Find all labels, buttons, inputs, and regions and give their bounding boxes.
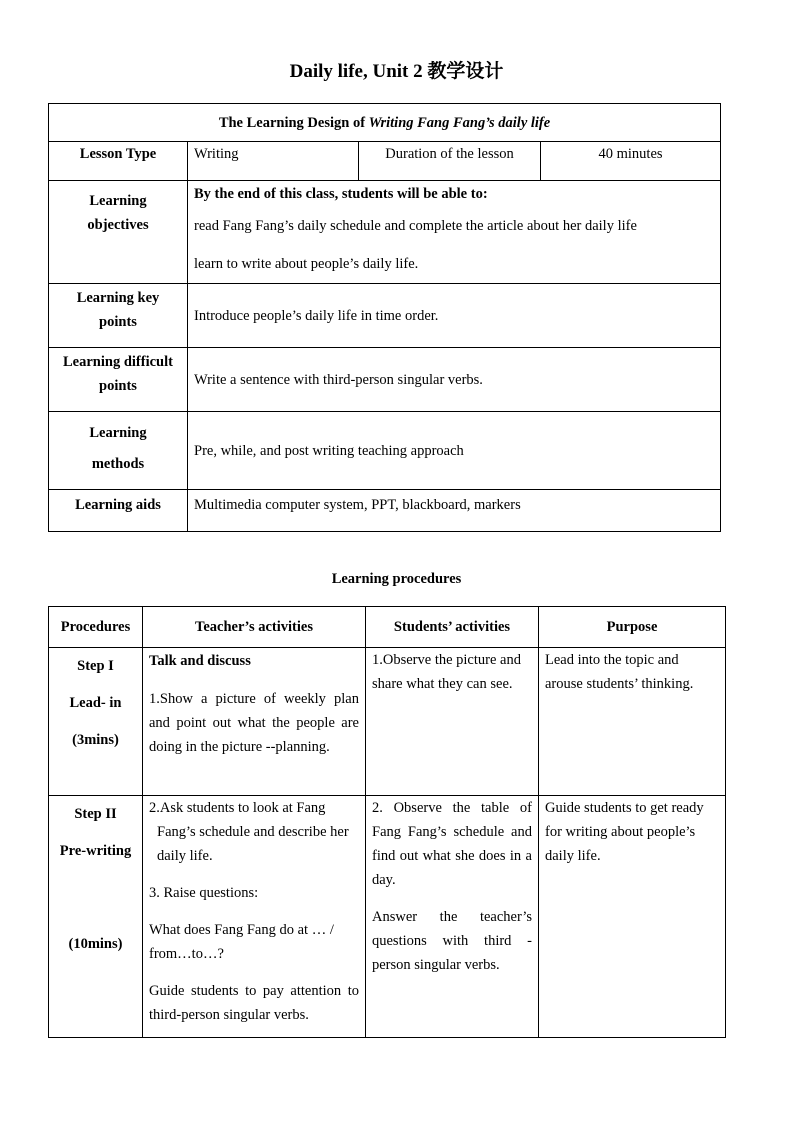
header-procedures: Procedures	[49, 607, 143, 648]
step1-cell	[49, 648, 143, 796]
step2-teacher-item3: What does Fang Fang do at … / from…to…?	[149, 922, 334, 962]
objective-item: learn to write about people’s daily life.	[194, 256, 419, 272]
step2-teacher-item4: Guide students to pay attention to third-person singular verbs.	[149, 983, 359, 1023]
step1-teacher-heading: Talk and discuss	[149, 653, 251, 669]
methods-label	[49, 412, 188, 490]
step1-purpose-text: Lead into the topic and arouse students’ thinking.	[545, 652, 694, 692]
objectives-label-line2: objectives	[87, 217, 149, 233]
methods-label-line1: Learning	[89, 425, 147, 441]
step2-teacher-cell	[143, 796, 366, 1038]
procedures-title: Learning procedures	[331, 571, 462, 587]
step2-students-item2: Answer the teacher’s questions with third -person singular verbs.	[372, 909, 532, 973]
key-points-label-line2: points	[99, 314, 137, 330]
step2-time: (10mins)	[68, 936, 123, 952]
learning-design-table	[48, 103, 721, 532]
step2-purpose-text: Guide students to get ready for writing about people’s daily life.	[545, 800, 704, 864]
step2-name: Step II	[74, 806, 117, 822]
step1-purpose-cell	[539, 648, 726, 796]
page-title: Daily life, Unit 2 教学设计	[289, 61, 504, 82]
objectives-intro: By the end of this class, students will be able to:	[194, 186, 488, 202]
aids-value: Multimedia computer system, PPT, blackboard, markers	[188, 490, 721, 532]
step1-students-cell	[366, 648, 539, 796]
procedures-table	[48, 606, 726, 1038]
step2-students-item1: 2. Observe the table of Fang Fang’s schedule and find out what she does in a day.	[372, 800, 532, 888]
step2-students-cell	[366, 796, 539, 1038]
step2-stage: Pre-writing	[59, 843, 132, 859]
step1-teacher-text: 1.Show a picture of weekly plan and point out what the people are doing in the picture --planning.	[149, 691, 359, 755]
design-title-italic: Writing Fang Fang’s daily life	[368, 114, 551, 131]
key-points-label-line1: Learning key	[76, 290, 160, 306]
step1-stage: Lead- in	[69, 695, 122, 711]
key-points-value: Introduce people’s daily life in time order.	[188, 284, 721, 348]
header-purpose: Purpose	[539, 607, 726, 648]
methods-value: Pre, while, and post writing teaching approach	[188, 412, 721, 490]
step1-time: (3mins)	[72, 732, 119, 748]
table-row	[49, 648, 726, 796]
difficult-points-label-line2: points	[99, 378, 137, 394]
step2-teacher-item1: 2.Ask students to look at Fang Fang’s schedule and describe her daily life.	[149, 800, 349, 864]
header-teacher-activities: Teacher’s activities	[143, 607, 366, 648]
step2-purpose-cell	[539, 796, 726, 1038]
objectives-content	[188, 181, 721, 284]
objectives-label	[49, 181, 188, 284]
step1-name: Step I	[77, 658, 114, 674]
methods-label-line2: methods	[91, 456, 145, 472]
key-points-label	[49, 284, 188, 348]
duration-label: Duration of the lesson	[359, 142, 541, 181]
step2-teacher-item2: 3. Raise questions:	[149, 885, 259, 901]
duration-value: 40 minutes	[541, 142, 721, 181]
difficult-points-label	[49, 348, 188, 412]
lesson-type-value: Writing	[188, 142, 359, 181]
design-title	[49, 104, 721, 142]
objectives-label-line1: Learning	[89, 193, 147, 209]
step1-students-text: 1.Observe the picture and share what they can see.	[372, 652, 521, 692]
difficult-points-value: Write a sentence with third-person singular verbs.	[188, 348, 721, 412]
difficult-points-label-line1: Learning difficult	[63, 354, 173, 370]
design-title-prefix: The Learning Design of	[218, 114, 369, 131]
step2-cell	[49, 796, 143, 1038]
table-row	[49, 796, 726, 1038]
objective-item: read Fang Fang’s daily schedule and complete the article about her daily life	[194, 218, 637, 234]
aids-label: Learning aids	[49, 490, 188, 532]
step1-teacher-cell	[143, 648, 366, 796]
header-students-activities: Students’ activities	[366, 607, 539, 648]
lesson-type-label: Lesson Type	[49, 142, 188, 181]
